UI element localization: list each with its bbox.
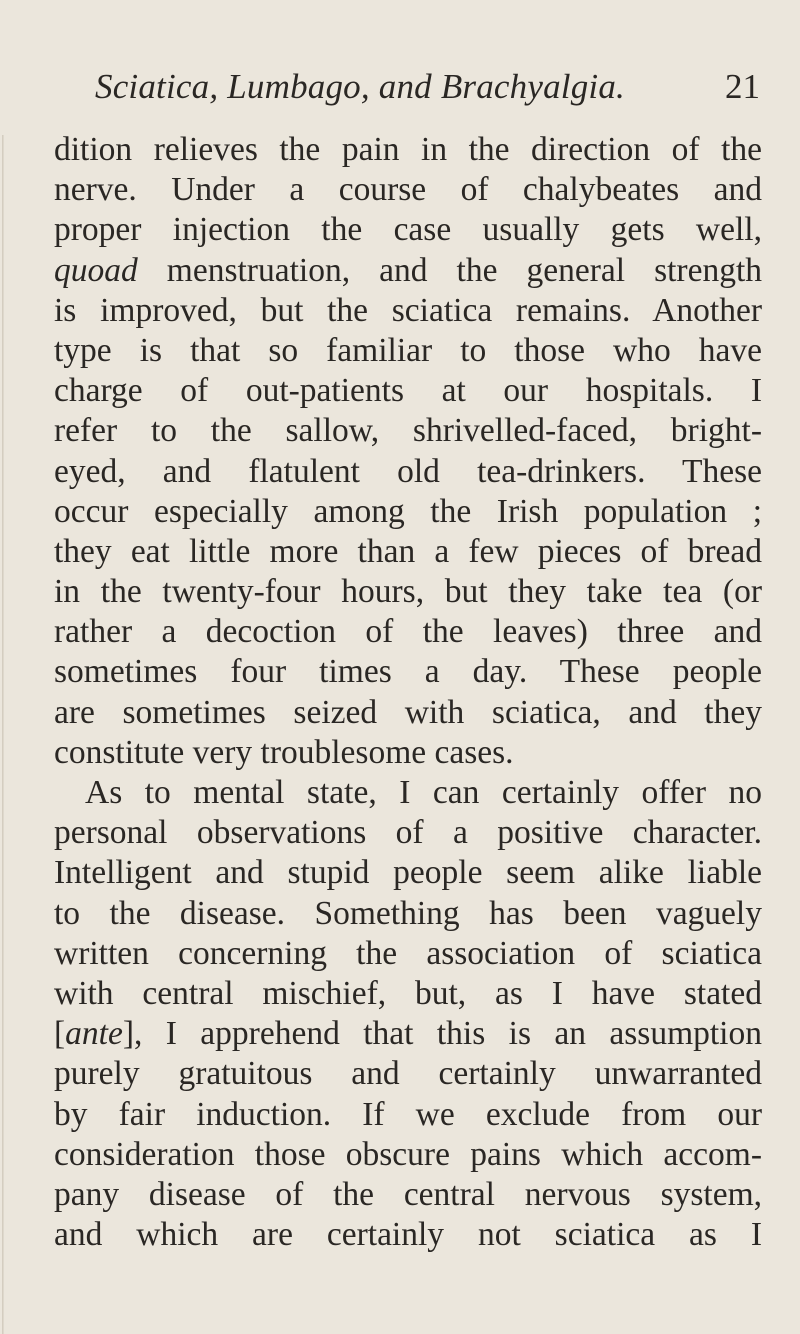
text-line: personal observations of a positive character. [54,814,762,852]
page-number: 21 [725,67,760,106]
bracket-open: [ [54,1015,66,1053]
text-line: Intelligent and stupid people seem alike liable [54,854,762,892]
text-line: written concerning the association of sciatica [54,934,762,972]
running-head [95,62,760,112]
text-line: purely gratuitous and certainly unwarranted [54,1055,762,1093]
text-line: proper injection the case usually gets well, [54,211,762,249]
text-line: to the disease. Something has been vaguely [54,894,762,932]
text-line: charge of out-patients at our hospitals. I [54,372,762,410]
line-rest: ], I apprehend that this is an assumption [122,1015,762,1053]
text-line: eyed, and flatulent old tea-drinkers. These [54,452,762,490]
page-edge-shadow [2,135,4,1334]
text-line [54,1014,762,1054]
text-line [54,251,762,291]
italic-word: ante [65,1015,123,1053]
text-line: with central mischief, but, as I have stated [54,974,762,1012]
text-line: is improved, but the sciatica remains. Another [54,291,762,329]
text-line: As to mental state, I can certainly offer no [85,774,762,811]
text-line: by fair induction. If we exclude from our [54,1095,762,1133]
text-line: are sometimes seized with sciatica, and they [54,693,762,731]
italic-word: quoad [54,251,138,289]
text-line: refer to the sallow, shrivelled-faced, bright- [54,412,762,450]
text-line: consideration those obscure pains which accom- [54,1135,762,1173]
text-line: constitute very troublesome cases. [54,733,514,771]
text-line: nerve. Under a course of chalybeates and [54,171,762,209]
running-head-title: Sciatica, Lumbago, and Brachyalgia. [95,67,626,106]
body-text [54,130,762,1255]
text-line: rather a decoction of the leaves) three and [54,613,762,651]
text-line: dition relieves the pain in the direction of the [54,131,762,168]
text-line: occur especially among the Irish population ; [54,492,762,530]
text-line: sometimes four times a day. These people [54,653,762,691]
text-line: pany disease of the central nervous system, [54,1175,762,1213]
line-rest: menstruation, and the general strength [137,251,762,289]
text-line: they eat little more than a few pieces of bread [54,532,762,570]
text-line: in the twenty-four hours, but they take tea (or [54,573,762,611]
text-line: and which are certainly not sciatica as I [54,1216,762,1254]
text-line: type is that so familiar to those who have [54,331,762,369]
